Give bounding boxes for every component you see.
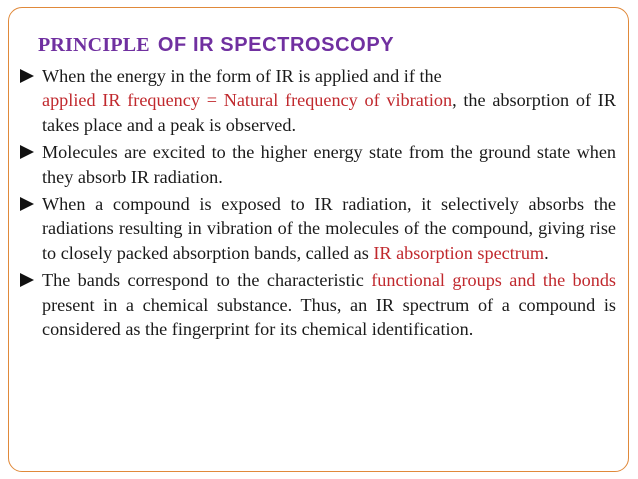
bullet-2-text: Molecules are excited to the higher energy state from the ground state when they absorb IR radiation. [42, 142, 616, 187]
title-part-1: PRINCIPLE [38, 34, 150, 56]
bullet-list [20, 64, 616, 344]
bullet-4-text: The bands correspond to the characteristic [42, 270, 364, 291]
bullet-4-text-end: present in a chemical substance. Thus, an IR spectrum of a compound is considered as the fingerprint for its chemical identification. [42, 294, 616, 340]
bullet-item-2 [20, 140, 616, 189]
bullet-1-text: When the energy in the form of IR is applied and if the [42, 66, 442, 86]
bullet-1-text-end: , the absorption of IR takes place and a peak is observed. [42, 90, 616, 135]
bullet-3-highlight: IR absorption spectrum [373, 242, 545, 263]
bullet-item-1 [20, 64, 616, 137]
arrowhead-right-icon [20, 69, 34, 83]
bullet-item-3 [20, 192, 616, 265]
bullet-4-highlight: functional groups and the bonds [371, 270, 616, 291]
arrowhead-right-icon [20, 273, 34, 287]
arrowhead-right-icon [20, 197, 34, 211]
title-part-2: OF IR SPECTROSCOPY [157, 34, 395, 56]
bullet-3-text: When a compound is exposed to IR radiation, it selectively absorbs the radiations resulting in vibration of the molecules of the compound, giving rise to closely packed absorption bands, called as [42, 194, 616, 263]
bullet-item-4 [20, 268, 616, 341]
arrowhead-right-icon [20, 145, 34, 159]
bullet-1-highlight: applied IR frequency = Natural frequency of vibration [42, 90, 453, 111]
bullet-3-text-end: . [544, 242, 549, 263]
slide-title [38, 22, 394, 59]
